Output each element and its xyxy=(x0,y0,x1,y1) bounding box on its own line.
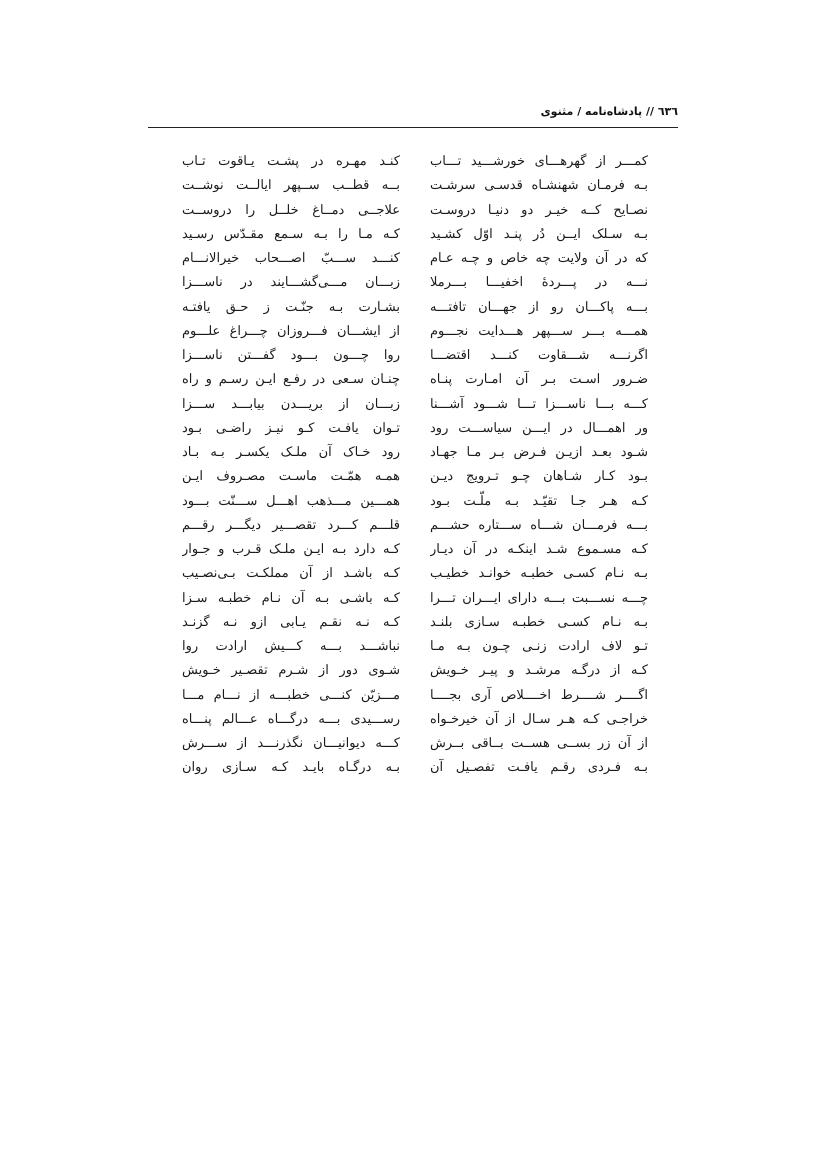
hemistich-right: بـه فرمـان شهنشـاه قدسـی سرشـت xyxy=(430,178,648,194)
hemistich-left: بـه درگـاه بایـد کـه سـازی روان xyxy=(182,760,400,776)
hemistich-right: کـه هـر جـا تقیّـد بـه ملّـت بـود xyxy=(430,493,648,509)
hemistich-right: کـه از درگـه مرشـد و پیـر خـویش xyxy=(430,663,648,679)
hemistich-right: کـه مسـموع شـد اینکـه در آن دیـار xyxy=(430,542,648,557)
hemistich-right: بـه نـام کسـی خطبـه خوانـد خطیـب xyxy=(430,566,648,582)
hemistich-left: کـه مـا را بـه سـمع مقـدّس رسـید xyxy=(182,226,400,242)
hemistich-left: کنـــد ســـبّ اصـــحاب خیرالانـــام xyxy=(182,251,400,266)
hemistich-right: بـه سـلک ایــن دُر پنـد اوّل کشـید xyxy=(430,226,648,242)
hemistich-right: کـــه بـــا ناســـزا تـــا شـــود آشـــنا xyxy=(430,396,648,412)
hemistich-right: ور اهمـــال در ایـــن سیاســـت رود xyxy=(430,420,648,436)
hemistich-right: چـــه نســـبت بـــه دارای ایـــران تـــرا xyxy=(430,590,648,606)
hemistich-right: ضـرور اسـت بـر آن امـارت پنـاه xyxy=(430,372,648,388)
hemistich-right: بـــه پاکـــان رو از جهـــان تافتـــه xyxy=(430,299,648,315)
hemistich-right: تـو لاف ارادت زنـی چـون بـه مـا xyxy=(430,639,648,654)
hemistich-left: نباشـــد بـــه کـــیش ارادت روا xyxy=(182,639,400,654)
hemistich-left: تـوان یافـت کـو نیـز راضـی بـود xyxy=(182,420,400,436)
hemistich-right: کمـــر از گهرهـــای خورشـــید تـــاب xyxy=(430,154,648,169)
hemistich-right: که در آن ولایت چه خاص و چـه عـام xyxy=(430,251,648,266)
hemistich-left: همـه همّـت ماسـت مصـروف ایـن xyxy=(182,469,400,485)
running-title: پادشاه‌نامه / مثنوی xyxy=(540,105,643,118)
hemistich-left: قلـــم کـــرد تقصـــیر دیگـــر رقـــم xyxy=(182,517,400,533)
hemistich-left: همـــین مـــذهب اهـــل ســـنّت بـــود xyxy=(182,493,400,509)
hemistich-right: اگــــر شــــرط اخــــلاص آری بجــــا xyxy=(430,687,648,703)
hemistich-left: کـه نـه نقـم یـابی ازو نـه گزنـد xyxy=(182,614,400,630)
page-number: ٦٣٦ xyxy=(657,105,678,118)
hemistich-left: رســـیدی بـــه درگـــاه عـــالم پنـــاه xyxy=(182,711,400,727)
hemistich-right: خراجـی کـه هـر سـال از آن خیرخـواه xyxy=(430,711,648,727)
hemistich-right: بـود کـار شـاهان چـو تـرویج دیـن xyxy=(430,469,648,485)
verse-column-left xyxy=(182,150,400,781)
hemistich-left: کـه باشـی بـه آن نـام خطبـه سـزا xyxy=(182,590,400,606)
verse-column-right xyxy=(430,150,648,781)
hemistich-left: از ایشـــان فـــروزان چـــراغ علـــوم xyxy=(182,323,400,339)
hemistich-left: مـــزیّن کنـــی خطبـــه از نـــام مـــا xyxy=(182,687,400,703)
hemistich-left: روا چـــون بـــود گفـــتن ناســـزا xyxy=(182,348,400,363)
hemistich-right: نـــه در پـــردهٔ اخفیـــا بـــرملا xyxy=(430,275,648,291)
hemistich-right: نصـایح کــه خیـر دو دنیـا دروسـت xyxy=(430,202,648,218)
hemistich-left: بشـارت بـه جنّـت ز حـق یافتـه xyxy=(182,299,400,315)
hemistich-left: علاجــی دمــاغ خلــل را دروســت xyxy=(182,202,400,218)
hemistich-left: رود خـاک آن ملـک یکسـر بـه بـاد xyxy=(182,445,400,460)
hemistich-right: شـود بعـد ازیـن فـرض بـر مـا جهـاد xyxy=(430,445,648,460)
hemistich-left: کنـد مهـره در پشـت یـاقوت تـاب xyxy=(182,154,400,169)
hemistich-left: چنـان سـعی در رفـع ایـن رسـم و راه xyxy=(182,372,400,388)
hemistich-left: کـه باشـد از آن مملکـت بـی‌نصـیب xyxy=(182,566,400,582)
hemistich-left: بــه قطــب ســپهر ایالــت نوشــت xyxy=(182,178,400,194)
hemistich-left: کـه دارد بـه ایـن ملـک قـرب و جـوار xyxy=(182,542,400,557)
hemistich-left: زبـــان از بریـــدن بیابـــد ســـزا xyxy=(182,396,400,412)
hemistich-left: کـــه دیوانیـــان نگذرنـــد از ســـرش xyxy=(182,736,400,751)
hemistich-right: همـــه بـــر ســـپهر هـــدایت نجـــوم xyxy=(430,323,648,339)
hemistich-right: بـه فـردی رقـم یافـت تفصـیل آن xyxy=(430,760,648,776)
hemistich-right: بـه نـام کسـی خطبـه سـازی بلنـد xyxy=(430,614,648,630)
hemistich-right: بـــه فرمـــان شـــاه ســـتاره حشـــم xyxy=(430,517,648,533)
hemistich-right: اگرنـــه شـــقاوت کنـــد اقتضـــا xyxy=(430,348,648,363)
running-header xyxy=(148,100,678,126)
header-separator: // xyxy=(642,105,658,118)
hemistich-right: از آن زر بســی هســت بــاقی بــرش xyxy=(430,736,648,751)
hemistich-left: زبـــان مـــی‌گشـــایند در ناســـزا xyxy=(182,275,400,291)
header-rule xyxy=(148,127,678,128)
hemistich-left: شـوی دور از شـرم تقصـیر خـویش xyxy=(182,663,400,679)
